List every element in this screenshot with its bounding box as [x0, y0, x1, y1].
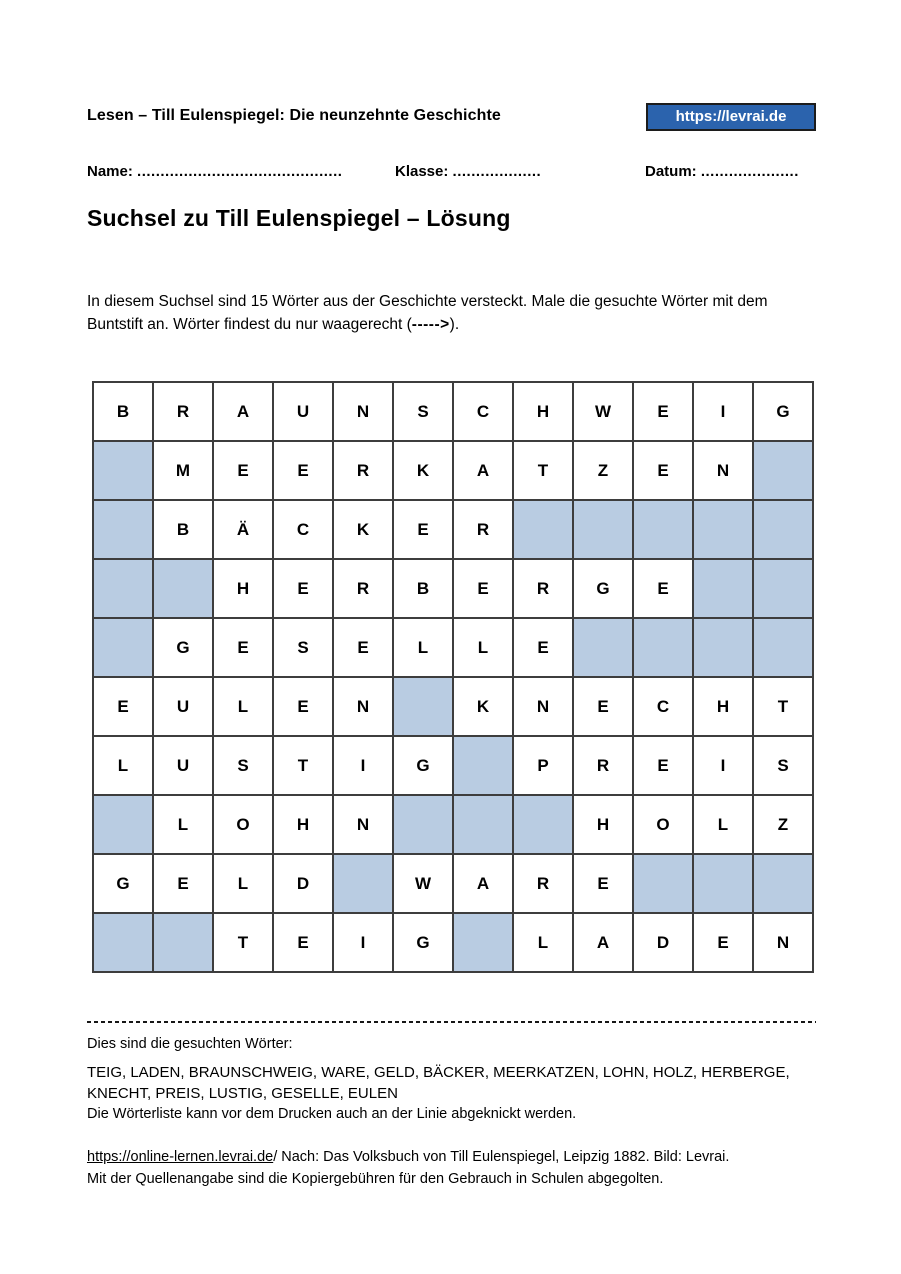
grid-cell-letter: L — [213, 854, 273, 913]
grid-cell-letter: U — [153, 736, 213, 795]
grid-cell-letter: E — [633, 559, 693, 618]
instructions-after-arrow: ). — [449, 316, 460, 333]
grid-row — [93, 854, 813, 913]
grid-cell-shaded — [693, 500, 753, 559]
grid-cell-shaded — [633, 500, 693, 559]
grid-cell-letter: I — [333, 736, 393, 795]
grid-cell-letter: B — [153, 500, 213, 559]
grid-cell-letter: E — [513, 618, 573, 677]
grid-cell-letter: G — [753, 382, 813, 441]
grid-cell-shaded — [693, 559, 753, 618]
grid-cell-letter: L — [453, 618, 513, 677]
grid-cell-letter: E — [93, 677, 153, 736]
grid-cell-letter: H — [693, 677, 753, 736]
instructions-before-arrow: In diesem Suchsel sind 15 Wörter aus der Geschichte versteckt. Male die gesuchte Wörter mit dem Buntstift an. Wörter findest du nur waagerecht ( — [87, 293, 768, 333]
grid-cell-shaded — [93, 913, 153, 972]
grid-cell-letter: Z — [753, 795, 813, 854]
grid-cell-letter: E — [333, 618, 393, 677]
grid-cell-letter: R — [453, 500, 513, 559]
grid-cell-letter: T — [273, 736, 333, 795]
grid-cell-letter: K — [453, 677, 513, 736]
grid-cell-letter: K — [393, 441, 453, 500]
grid-cell-letter: U — [153, 677, 213, 736]
grid-cell-letter: Z — [573, 441, 633, 500]
grid-cell-letter: A — [453, 441, 513, 500]
datum-label: Datum: — [645, 163, 701, 180]
grid-cell-shaded — [693, 618, 753, 677]
grid-cell-letter: O — [633, 795, 693, 854]
grid-cell-letter: G — [573, 559, 633, 618]
grid-cell-letter: T — [753, 677, 813, 736]
grid-cell-shaded — [93, 500, 153, 559]
grid-cell-shaded — [93, 559, 153, 618]
grid-cell-letter: T — [213, 913, 273, 972]
grid-cell-letter: R — [573, 736, 633, 795]
words-note: Die Wörterliste kann vor dem Drucken auch an der Linie abgeknickt werden. — [87, 1106, 577, 1122]
grid-cell-letter: E — [633, 736, 693, 795]
grid-cell-shaded — [753, 441, 813, 500]
grid-cell-letter: E — [633, 382, 693, 441]
grid-cell-letter: E — [573, 677, 633, 736]
grid-cell-letter: O — [213, 795, 273, 854]
grid-row — [93, 913, 813, 972]
grid-cell-letter: N — [333, 382, 393, 441]
grid-row — [93, 382, 813, 441]
grid-cell-letter: E — [633, 441, 693, 500]
grid-cell-letter: I — [693, 382, 753, 441]
klasse-field — [395, 163, 645, 180]
footer — [87, 1146, 827, 1190]
klasse-fill-line: ................... — [452, 163, 542, 180]
grid-cell-letter: E — [693, 913, 753, 972]
grid-cell-letter: E — [153, 854, 213, 913]
grid-cell-letter: I — [693, 736, 753, 795]
grid-cell-letter: A — [573, 913, 633, 972]
grid-cell-letter: U — [273, 382, 333, 441]
grid-cell-letter: E — [453, 559, 513, 618]
grid-cell-letter: P — [513, 736, 573, 795]
grid-cell-letter: E — [273, 913, 333, 972]
footer-license-text: Mit der Quellenangabe sind die Kopiergebühren für den Gebrauch in Schulen abgegolten. — [87, 1171, 664, 1187]
grid-cell-shaded — [93, 795, 153, 854]
grid-cell-letter: B — [393, 559, 453, 618]
grid-cell-letter: S — [213, 736, 273, 795]
grid-cell-letter: I — [333, 913, 393, 972]
grid-cell-shaded — [753, 618, 813, 677]
grid-cell-letter: W — [393, 854, 453, 913]
grid-row — [93, 618, 813, 677]
grid-cell-letter: H — [213, 559, 273, 618]
grid-cell-letter: G — [393, 913, 453, 972]
grid-cell-letter: N — [693, 441, 753, 500]
grid-cell-shaded — [573, 618, 633, 677]
grid-row — [93, 677, 813, 736]
grid-cell-letter: L — [153, 795, 213, 854]
grid-cell-shaded — [753, 500, 813, 559]
grid-cell-letter: H — [513, 382, 573, 441]
words-list: TEIG, LADEN, BRAUNSCHWEIG, WARE, GELD, BÄCKER, MEERKATZEN, LOHN, HOLZ, HERBERGE, KNECHT, PREIS, LUSTIG, GESELLE, EULEN — [87, 1064, 790, 1102]
instructions-text — [87, 290, 823, 336]
grid-cell-letter: R — [513, 854, 573, 913]
grid-cell-letter: B — [93, 382, 153, 441]
grid-cell-letter: R — [333, 441, 393, 500]
grid-cell-letter: L — [93, 736, 153, 795]
arrow-glyph: -----> — [411, 316, 450, 333]
grid-cell-shaded — [513, 795, 573, 854]
grid-cell-shaded — [393, 677, 453, 736]
grid-cell-shaded — [513, 500, 573, 559]
grid-cell-letter: M — [153, 441, 213, 500]
fold-line — [87, 1021, 816, 1023]
grid-cell-letter: C — [453, 382, 513, 441]
grid-cell-letter: G — [93, 854, 153, 913]
grid-cell-letter: D — [633, 913, 693, 972]
grid-cell-shaded — [393, 795, 453, 854]
lesson-title: Lesen – Till Eulenspiegel: Die neunzehnte Geschichte — [87, 107, 501, 124]
grid-cell-shaded — [153, 559, 213, 618]
grid-row — [93, 736, 813, 795]
grid-cell-letter: N — [333, 795, 393, 854]
grid-cell-letter: W — [573, 382, 633, 441]
word-search-grid — [92, 381, 814, 973]
grid-cell-shaded — [333, 854, 393, 913]
grid-cell-letter: E — [573, 854, 633, 913]
grid-cell-shaded — [753, 854, 813, 913]
grid-cell-letter: L — [513, 913, 573, 972]
grid-cell-letter: C — [633, 677, 693, 736]
grid-cell-letter: S — [273, 618, 333, 677]
grid-cell-letter: R — [153, 382, 213, 441]
grid-row — [93, 441, 813, 500]
grid-cell-shaded — [573, 500, 633, 559]
levrai-badge-link[interactable]: https://levrai.de — [646, 103, 816, 131]
grid-cell-letter: H — [573, 795, 633, 854]
grid-cell-shaded — [93, 441, 153, 500]
grid-cell-letter: E — [213, 618, 273, 677]
name-label: Name: — [87, 163, 138, 180]
grid-cell-letter: R — [333, 559, 393, 618]
grid-cell-letter: E — [213, 441, 273, 500]
grid-cell-letter: G — [393, 736, 453, 795]
grid-cell-letter: G — [153, 618, 213, 677]
grid-cell-letter: Ä — [213, 500, 273, 559]
grid-cell-letter: N — [513, 677, 573, 736]
grid-cell-shaded — [453, 795, 513, 854]
grid-cell-letter: N — [333, 677, 393, 736]
grid-cell-letter: L — [213, 677, 273, 736]
grid-cell-letter: E — [273, 441, 333, 500]
grid-cell-letter: L — [393, 618, 453, 677]
meta-fields — [87, 163, 816, 180]
grid-cell-letter: E — [273, 559, 333, 618]
grid-cell-letter: N — [753, 913, 813, 972]
grid-cell-letter: A — [453, 854, 513, 913]
grid-row — [93, 559, 813, 618]
klasse-label: Klasse: — [395, 163, 453, 180]
grid-cell-letter: A — [213, 382, 273, 441]
page-title: Suchsel zu Till Eulenspiegel – Lösung — [87, 205, 511, 231]
footer-source-link[interactable]: https://online-lernen.levrai.de — [87, 1149, 274, 1165]
words-intro: Dies sind die gesuchten Wörter: — [87, 1036, 293, 1052]
datum-field — [645, 163, 816, 180]
grid-cell-letter: R — [513, 559, 573, 618]
grid-cell-letter: E — [393, 500, 453, 559]
grid-cell-shaded — [453, 736, 513, 795]
grid-cell-letter: L — [693, 795, 753, 854]
grid-cell-shaded — [153, 913, 213, 972]
grid-cell-shaded — [753, 559, 813, 618]
grid-row — [93, 795, 813, 854]
grid-cell-shaded — [693, 854, 753, 913]
name-fill-line: ............................................ — [137, 163, 343, 180]
grid-cell-letter: T — [513, 441, 573, 500]
datum-fill-line: ..................... — [700, 163, 799, 180]
footer-source-text: / Nach: Das Volksbuch von Till Eulenspiegel, Leipzig 1882. Bild: Levrai. — [273, 1149, 730, 1165]
grid-cell-shaded — [633, 854, 693, 913]
grid-cell-letter: C — [273, 500, 333, 559]
grid-cell-letter: E — [273, 677, 333, 736]
grid-cell-shaded — [633, 618, 693, 677]
grid-cell-letter: H — [273, 795, 333, 854]
grid-row — [93, 500, 813, 559]
grid-cell-shaded — [453, 913, 513, 972]
name-field — [87, 163, 395, 180]
grid-cell-shaded — [93, 618, 153, 677]
header — [87, 103, 816, 131]
grid-cell-letter: S — [753, 736, 813, 795]
grid-cell-letter: D — [273, 854, 333, 913]
grid-cell-letter: K — [333, 500, 393, 559]
grid-cell-letter: S — [393, 382, 453, 441]
